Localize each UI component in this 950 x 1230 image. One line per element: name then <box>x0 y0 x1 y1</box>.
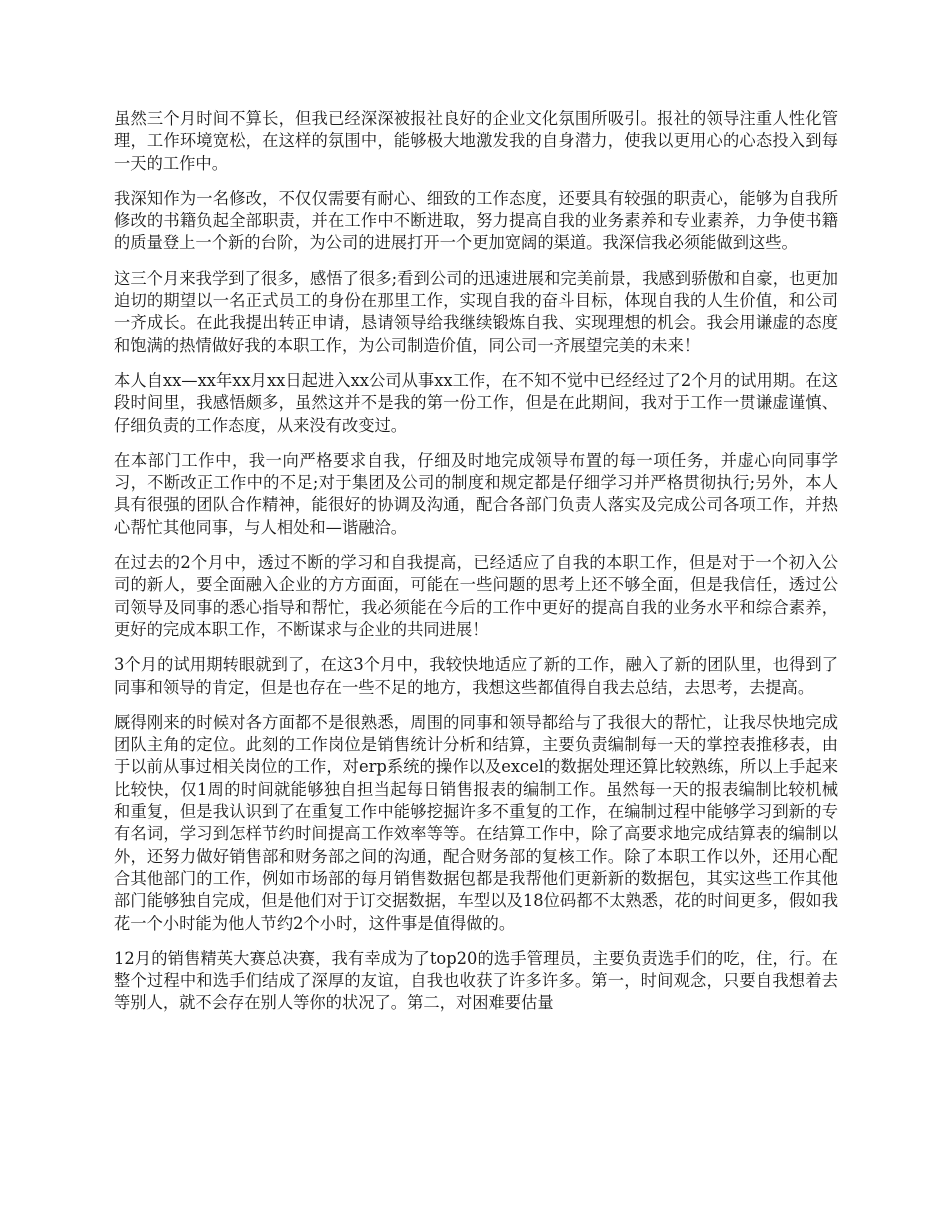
paragraph: 本人自xx—xx年xx月xx日起进入xx公司从事xx工作，在不知不觉中已经经过了2个月的试用期。在这段时间里，我感悟颇多，虽然这并不是我的第一份工作，但是在此期间，我对于工作一贯谦虚谨慎、仔细负责的工作态度，从来没有改变过。 <box>114 370 838 435</box>
paragraph: 虽然三个月时间不算长，但我已经深深被报社良好的企业文化氛围所吸引。报社的领导注重人性化管理，工作环境宽松，在这样的氛围中，能够极大地激发我的自身潜力，使我以更用心的心态投入到每一天的工作中。 <box>114 109 838 173</box>
document-body <box>114 108 838 1028</box>
paragraph: 12月的销售精英大赛总决赛，我有幸成为了top20的选手管理员，主要负责选手们的吃，住，行。在整个过程中和选手们结成了深厚的友谊，自我也收获了许多许多。第一，时间观念，只要自我想着去等别人，就不会存在别人等你的状况了。第二，对困难要估量 <box>114 948 838 1013</box>
paragraph: 这三个月来我学到了很多，感悟了很多;看到公司的迅速进展和完美前景，我感到骄傲和自豪，也更加迫切的期望以一名正式员工的身份在那里工作，实现自我的奋斗目标，体现自我的人生价值，和公司一齐成长。在此我提出转正申请，恳请领导给我继续锻炼自我、实现理想的机会。我会用谦虚的态度和饱满的热情做好我的本职工作，为公司制造价值，同公司一齐展望完美的未来！ <box>114 268 838 355</box>
paragraph: 在本部门工作中，我一向严格要求自我，仔细及时地完成领导布置的每一项任务，并虚心向同事学习，不断改正工作中的不足;对于集团及公司的制度和规定都是仔细学习并严格贯彻执行;另外，本人具有很强的团队合作精神，能很好的协调及沟通，配合各部门负责人落实及完成公司各项工作，并热心帮忙其他同事，与人相处和—谐融洽。 <box>114 450 838 537</box>
paragraph: 厩得刚来的时候对各方面都不是很熟悉，周围的同事和领导都给与了我很大的帮忙，让我尽快地完成团队主角的定位。此刻的工作岗位是销售统计分析和结算，主要负责编制每一天的掌控表推移表，由于以前从事过相关岗位的工作，对erp系统的操作以及excel的数据处理还算比较熟练，所以上手起来比较快，仅1周的时间就能够独自担当起每日销售报表的编制工作。虽然每一天的报表编制比较机械和重复，但是我认识到了在重复工作中能够挖掘许多不重复的工作，在编制过程中能够学习到新的专有名词，学习到怎样节约时间提高工作效率等等。在结算工作中，除了高要求地完成结算表的编制以外，还努力做好销售部和财务部之间的沟通，配合财务部的复核工作。除了本职工作以外，还用心配合其他部门的工作，例如市场部的每月销售数据包都是我帮他们更新新的数据包，其实这些工作其他部门能够独自完成，但是他们对于订交据数据，车型以及18位码都不太熟悉，花的时间更多，假如我花一个小时能为他人节约2个小时，这件事是值得做的。 <box>114 712 838 933</box>
paragraph: 在过去的2个月中，透过不断的学习和自我提高，已经适应了自我的本职工作，但是对于一个初入公司的新人，要全面融入企业的方方面面，可能在一些问题的思考上还不够全面，但是我信任，透过公司领导及同事的悉心指导和帮忙，我必须能在今后的工作中更好的提高自我的业务水平和综合素养，更好的完成本职工作，不断谋求与企业的共同进展！ <box>114 553 838 639</box>
paragraph: 3个月的试用期转眼就到了，在这3个月中，我较快地适应了新的工作，融入了新的团队里，也得到了同事和领导的肯定，但是也存在一些不足的地方，我想这些都值得自我去总结，去思考，去提高。 <box>114 655 838 697</box>
paragraph: 我深知作为一名修改，不仅仅需要有耐心、细致的工作态度，还要具有较强的职责心，能够为自我所修改的书籍负起全部职责，并在工作中不断进取，努力提高自我的业务素养和专业素养，力争使书籍的质量登上一个新的台阶，为公司的进展打开一个更加宽阔的渠道。我深信我必须能做到这些。 <box>114 188 838 253</box>
